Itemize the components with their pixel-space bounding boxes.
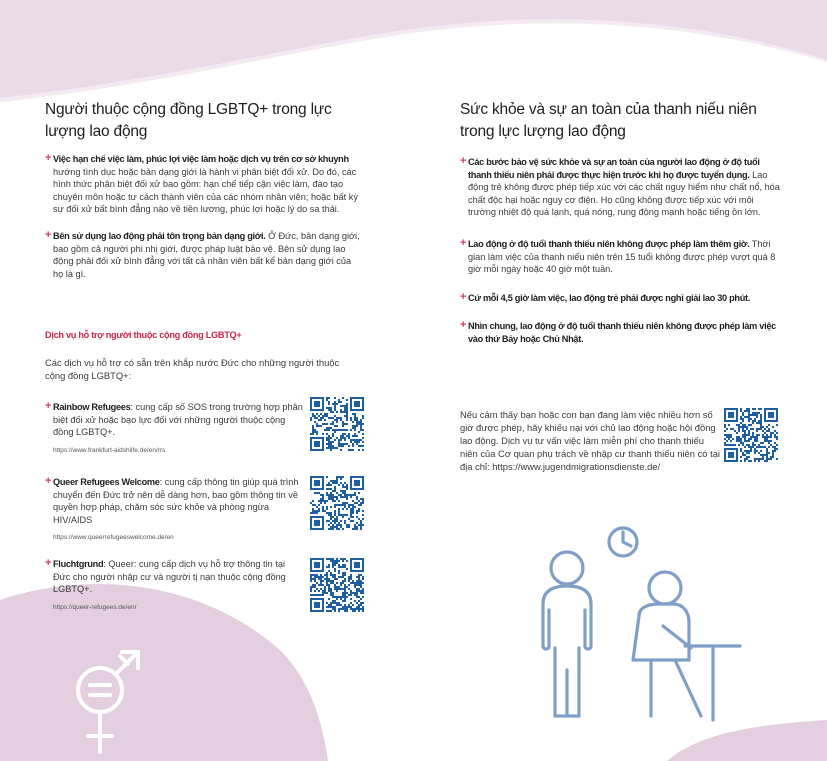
bullet-mark: + (45, 557, 52, 569)
bullet-text: Thời gian làm việc của thanh niếu niên trên 15 tuổi không được phép vượt quá 8 giờ mỗi ngày hoặc 40 giờ một tuần. (468, 239, 776, 275)
support-intro: Các dịch vụ hỗ trợ có sẵn trên khắp nước Đức cho những người thuộc cộng đồng LGBTQ+: (45, 357, 340, 381)
bullet-item (460, 156, 782, 219)
bullet-bold: Việc hạn chế việc làm, phúc lợi việc làm hoặc dịch vụ trên cơ sở khuynh (53, 154, 349, 164)
service-name: Fluchtgrund (53, 559, 104, 569)
service-name: Queer Refugees Welcome (53, 477, 160, 487)
qr-code-icon[interactable] (724, 408, 778, 462)
bullet-item (45, 230, 363, 280)
bullet-mark: + (460, 291, 467, 303)
bullet-bold: Lao động ở độ tuổi thanh thiếu niên không được phép làm thêm giờ. (468, 239, 750, 249)
qr-code-icon[interactable] (310, 558, 364, 612)
bullet-mark: + (460, 155, 467, 167)
service-link[interactable]: https://queer-refugees.de/en/ (53, 603, 137, 611)
service-item (45, 558, 303, 614)
bullet-mark: + (45, 400, 52, 412)
lgbtq-section-title: Người thuộc cộng đồng LGBTQ+ trong lực lượng lao động (45, 101, 332, 140)
bullet-mark: + (460, 237, 467, 249)
bullet-text: Ở Đức, bản dạng giới, bao gồm cả người phi nhị giới, được pháp luật bảo vệ. Bên sử dụng lao động phải đối xử bình đẳng với tất cả nhân viên bất kể bản dạng giới của họ là gì. (53, 231, 360, 279)
service-item (45, 476, 303, 545)
service-desc: : cung cấp số SOS trong trường hợp phân biệt đối xử hoặc bạo lực đối với những người thuộc cộng đồng LGBTQ+. (53, 402, 303, 438)
bullet-bold: Cứ mỗi 4,5 giờ làm việc, lao động trẻ phải được nghỉ giải lao 30 phút. (468, 293, 751, 303)
service-desc: : Queer: cung cấp dịch vụ hỗ trợ thông tin tại Đức cho người nhập cư và người tị nạn thuộc cộng đồng LGBTQ+. (53, 559, 286, 595)
bullet-item (45, 153, 363, 216)
bullet-text: Lao động trẻ không được phép tiếp xúc với các chất nguy hiểm như chất nổ, hóa chất độc hại hoặc nguy cơ điện. Họ cũng không được tiếp xúc với môi trường nhiệt độ quá lạnh, quá nóng, rung động mạnh hoặc tiếng ồn lớn. (468, 169, 780, 218)
bullet-bold: Bên sử dụng lao động phải tôn trọng bản dạng giới. (53, 231, 266, 241)
service-link[interactable]: https://www.frankfurt-aidshilfe.de/en/rrs (53, 446, 166, 454)
transgender-symbol-icon (60, 640, 150, 761)
qr-code-icon[interactable] (310, 476, 364, 530)
service-item (45, 401, 303, 457)
bullet-item (460, 292, 782, 305)
contact-paragraph: Nếu cảm thấy bạn hoặc con bạn đang làm việc nhiều hơn số giờ được phép, hãy khiếu nại với chủ lao động hoặc hội đồng lao động. Dịch vụ tư vấn việc làm miễn phí cho thanh thiếu niên của Cơ quan phụ trách về nhập cư thanh thiếu niên có tại địa chỉ: https://www.jugendmigrationsdienste.de/ (460, 409, 720, 472)
bullet-mark: + (45, 229, 52, 241)
bullet-mark: + (45, 152, 52, 164)
bullet-item (460, 238, 782, 276)
bullet-text: hướng tình dục hoặc bản dạng giới là hành vi phân biệt đối xử. Do đó, các hình thức phân biệt đối xử bao gồm: hạn chế tiếp cận việc làm, đào tạo chuyên môn hoặc tư cách thành viên của các nhóm nhân viên; hoặc bất kỳ sự đối xử bất bình đẳng nào về tiền lương, phúc lợi hoặc lý do sa thải. (53, 166, 358, 215)
youth-worker-clock-icon (535, 520, 745, 730)
service-link[interactable]: https://www.queerrefugeeswelcome.de/en (53, 534, 174, 542)
youth-section-title: Sức khỏe và sự an toàn của thanh niếu niên trong lực lượng lao động (460, 101, 757, 140)
bullet-item (460, 320, 782, 345)
qr-code-icon[interactable] (310, 397, 364, 451)
bullet-bold: Nhìn chung, lao động ở độ tuổi thanh thiếu niên không được phép làm việc vào thứ Bảy hoặc Chủ Nhật. (468, 321, 776, 344)
support-heading: Dịch vụ hỗ trợ người thuộc cộng đồng LGBTQ+ (45, 330, 242, 340)
service-desc: : cung cấp thông tin giúp quá trình chuyển đến Đức trở nên dễ dàng hơn, bao gồm thông tin về quyền hợp pháp, chăm sóc sức khỏe và phòng ngừa HIV/AIDS (53, 477, 299, 525)
bullet-bold: Các bước bảo vệ sức khỏe và sự an toàn của người lao động ở độ tuổi thanh thiếu niên phải được thực hiện trước khi họ được tuyển dụng. (468, 157, 760, 180)
bullet-mark: + (45, 475, 52, 487)
bullet-mark: + (460, 319, 467, 331)
service-name: Rainbow Refugees (53, 402, 131, 412)
